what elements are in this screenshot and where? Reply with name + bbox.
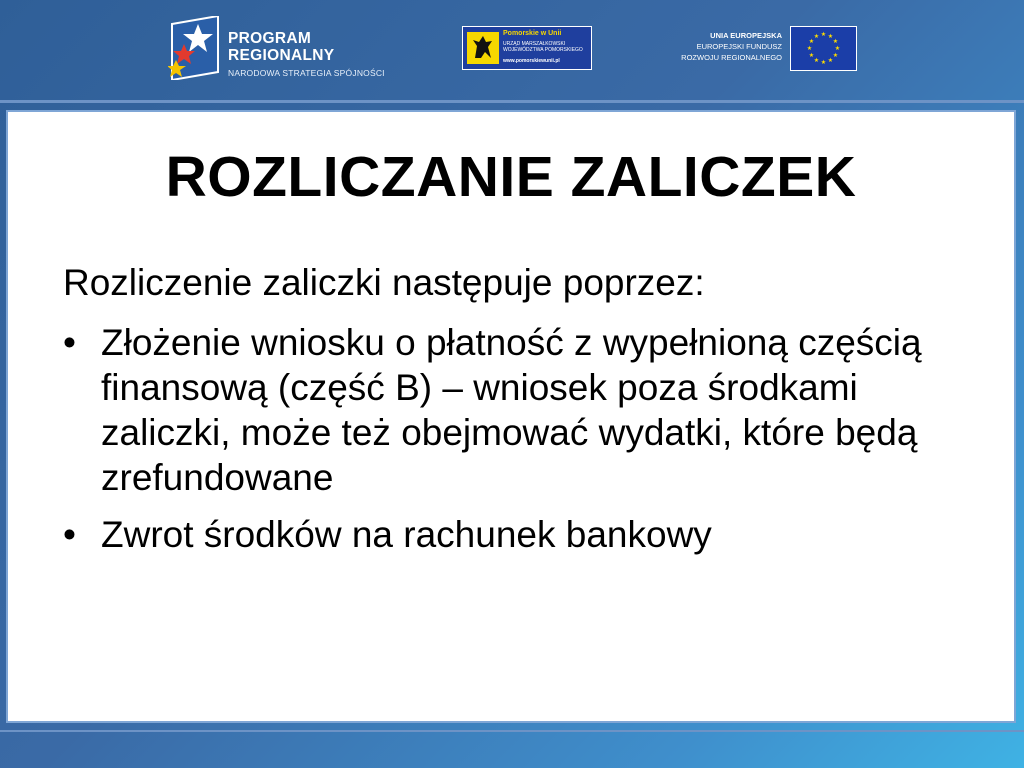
pomorskie-name: Pomorskie w Unii [503, 30, 562, 37]
eu-line3: ROZWOJU REGIONALNEGO [681, 53, 782, 62]
bullet-text: Zwrot środków na rachunek bankowy [101, 514, 712, 555]
svg-text:★: ★ [834, 45, 841, 52]
eu-line2: EUROPEJSKI FUNDUSZ [696, 42, 782, 51]
slide-title: ROZLICZANIE ZALICZEK [165, 145, 857, 209]
program-logo-subtitle: NARODOWA STRATEGIA SPÓJNOŚCI [228, 68, 385, 78]
svg-text:★: ★ [813, 33, 820, 40]
svg-text:★: ★ [808, 38, 815, 45]
svg-text:★: ★ [820, 59, 827, 66]
bullet-icon: • [63, 322, 76, 363]
svg-text:★: ★ [832, 52, 839, 59]
program-logo-line1: PROGRAM [228, 30, 312, 47]
eu-stars-icon [791, 27, 856, 70]
list-item [63, 512, 993, 557]
svg-text:★: ★ [820, 31, 827, 38]
intro-text: Rozliczenie zaliczki następuje poprzez: [63, 262, 705, 303]
pomorskie-url: www.pomorskiewunii.pl [503, 58, 560, 64]
svg-text:★: ★ [827, 33, 834, 40]
svg-text:★: ★ [806, 45, 813, 52]
eu-flag-icon [790, 26, 857, 71]
pomorskie-logo [462, 26, 592, 70]
footer-divider [0, 730, 1024, 732]
svg-text:★: ★ [827, 57, 834, 64]
header-divider [0, 100, 1024, 103]
pomorskie-office: URZĄD MARSZAŁKOWSKI WOJEWÓDZTWA POMORSKIEGO [503, 41, 583, 53]
header-bar [0, 0, 1024, 100]
eu-fund-label [660, 30, 782, 63]
bullet-icon: • [63, 514, 76, 555]
bullet-text: Złożenie wniosku o płatność z wypełnioną częścią finansową (część B) – wniosek poza środkami zaliczki, może też obejmować wydatki, które będą zrefundowane [101, 322, 922, 498]
program-logo-line2: REGIONALNY [228, 47, 335, 64]
svg-text:★: ★ [832, 38, 839, 45]
program-regionalny-logo [168, 16, 388, 82]
svg-text:★: ★ [808, 52, 815, 59]
eu-line1: UNIA EUROPEJSKA [710, 31, 782, 40]
list-item [63, 320, 993, 500]
svg-text:★: ★ [813, 57, 820, 64]
griffin-crest-icon [467, 32, 499, 64]
bullet-list [63, 320, 993, 569]
slide-content-panel [6, 110, 1016, 723]
star-flag-icon [168, 16, 224, 80]
